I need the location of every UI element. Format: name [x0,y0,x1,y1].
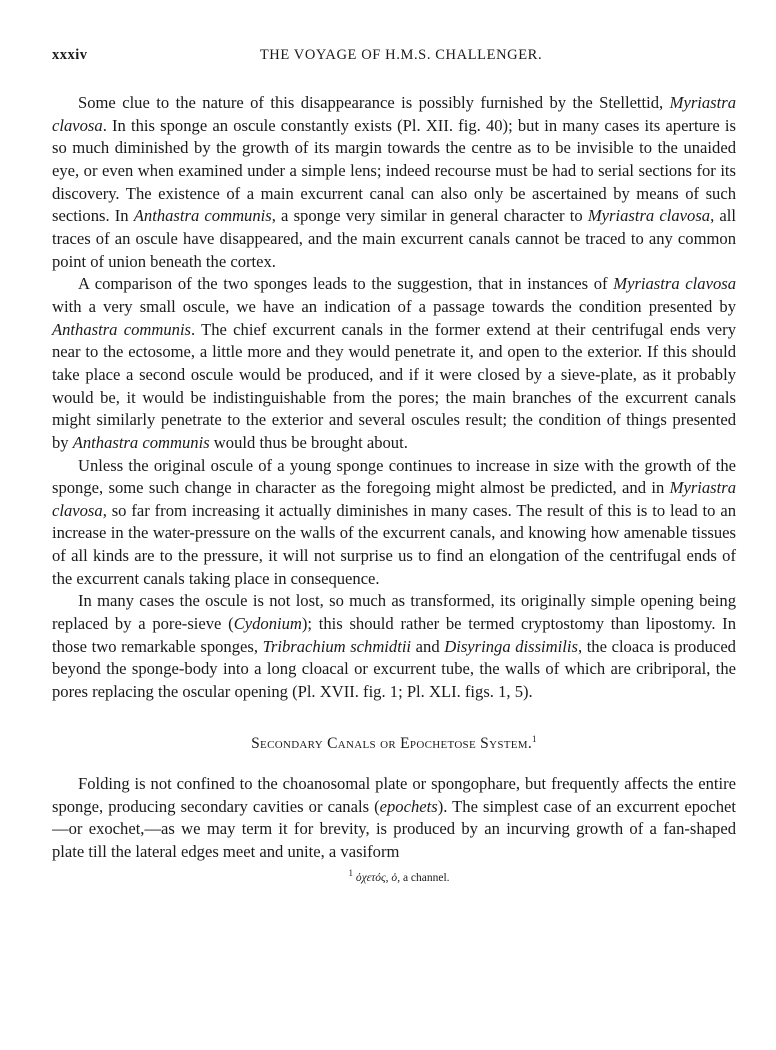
page-number: xxxiv [52,47,88,63]
page [52,47,736,883]
footnote [52,868,736,884]
text-run: , all traces of an oscule have disappeared, and the main excurrent canals cannot be traced to any common point of union beneath the cortex. [52,206,737,271]
text-run: ); this should rather be termed cryptostomy than lipostomy. In those two remarkable sponges, [52,614,737,656]
body-text [52,92,736,883]
text-run: , so far from increasing it actually diminishes in many cases. The result of this is to lead to an increase in the water-pressure on the walls of the excurrent canals, and knowing how amenable tissues of all kinds are to the pressure, it will not surprise us to find an elongation of the centrifugal ends of the excurrent canals taking place in consequence. [52,500,736,588]
footnote-text: , a channel. [397,871,450,884]
italic-term: Tribrachium schmidtii [262,636,412,656]
text-run: Unless the original oscule of a young sponge continues to increase in size with the growth of the sponge, some such change in character as the foregoing might almost be predicted, and in [52,455,736,498]
running-head [52,47,736,71]
text-run: and [411,636,445,656]
paragraph [52,455,736,591]
text-run: , a sponge very similar in general character to [271,206,588,226]
footnote-greek: ὀχετός, ὁ [355,871,398,884]
text-run: In many cases the oscule is not lost, so much as transformed, its originally simple opening being replaced by a pore-sieve ( [52,591,736,634]
text-run: with a very small oscule, we have an indication of a passage towards the condition presented by [52,296,736,316]
text-run: , the cloaca is produced beyond the sponge-body into a long cloacal or excurrent tube, the walls of which are cribriporal, the pores replacing the oscular opening (Pl. XVII. fig. 1; Pl. XLI. figs. 1, 5). [52,636,736,702]
text-run: would thus be brought about. [209,432,408,452]
text-run: . The chief excurrent canals in the former extend at their centrifugal ends very near to the ectosome, a little more and they would penetrate it, and open to the exterior. If this should take place a second oscule would be produced, and if it were closed by a sieve-plate, as it probably would be, it would be indistinguishable from the pores; the main branches of the excurrent canals might similarly penetrate to the exterior and several oscules result; the condition of things presented by [52,319,736,452]
italic-term: Anthastra communis [52,319,192,339]
italic-term: Myriastra clavosa [587,206,711,226]
italic-term: Cydonium [233,614,302,634]
italic-term: epochets [379,796,438,816]
italic-term: Anthastra communis [133,206,272,226]
text-run: Folding is not confined to the choanosomal plate or spongophare, but frequently affects the entire sponge, producing secondary cavities or canals ( [52,773,736,816]
text-run: A comparison of the two sponges leads to the suggestion, that in instances of [78,274,614,294]
italic-term: Myriastra clavosa [52,93,736,135]
italic-term: Anthastra communis [72,432,210,452]
italic-term: Myriastra clavosa [52,478,736,520]
paragraph [52,92,736,273]
footnote-number: 1 [348,867,353,878]
section-heading-text: Secondary Canals or Epochetose System. [251,734,533,752]
section-heading [52,734,736,753]
text-run: . In this sponge an oscule constantly exists (Pl. XII. fig. 40); but in many cases its aperture is so much diminished by the growth of its margin towards the centre as to be invisible to the unaided eye, or even when examined under a simple lens; indeed recourse must be had to serial sections for its discovery. The existence of a main excurrent canal can also only be ascertained by means of such sections. In [52,115,736,226]
paragraph [52,590,736,703]
text-run: ). The simplest case of an excurrent epochet—or exochet,—as we may term it for brevity, is produced by an incurving growth of a fan-shaped plate till the lateral edges meet and unite, a vasiform [52,796,736,861]
paragraph [52,273,736,454]
italic-term: Disyringa dissimilis [444,636,578,656]
text-run: Some clue to the nature of this disappearance is possibly furnished by the Stellettid, [78,93,670,112]
footnote-marker: 1 [532,733,537,744]
running-title: THE VOYAGE OF H.M.S. CHALLENGER. [259,47,543,63]
paragraph [52,773,736,864]
italic-term: Myriastra clavosa [613,274,736,294]
